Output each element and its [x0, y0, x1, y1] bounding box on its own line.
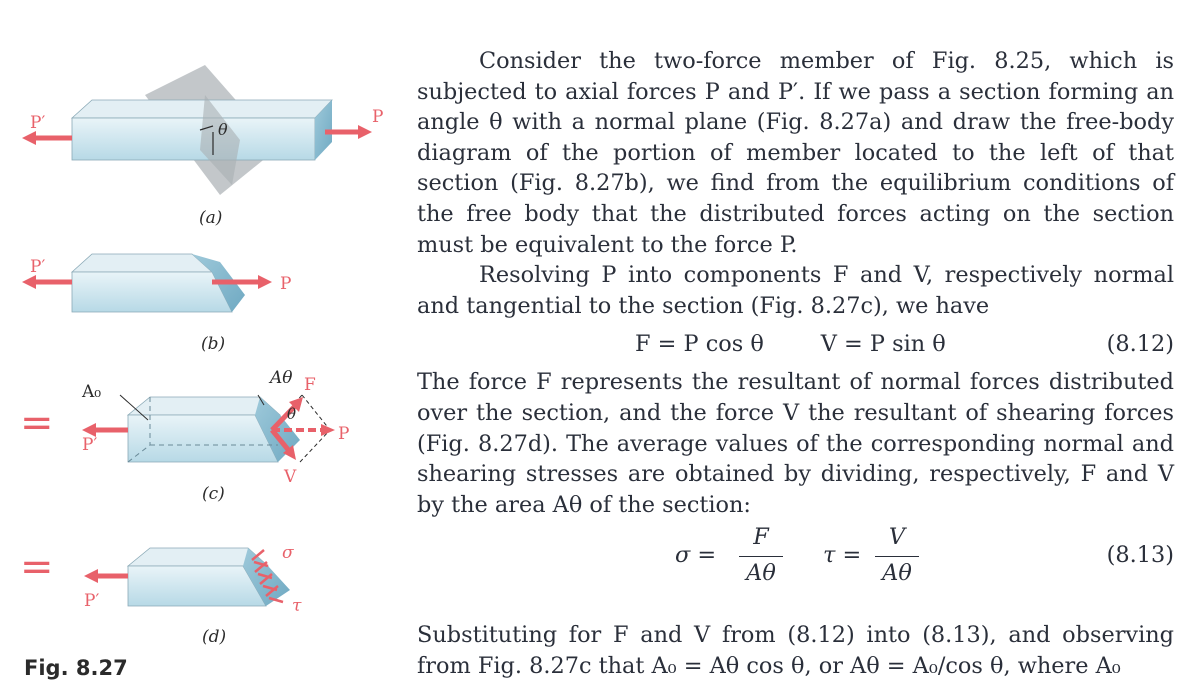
label-a-pprime: P′: [30, 113, 46, 133]
label-b-p: P: [280, 274, 292, 294]
label-b-pprime: P′: [30, 257, 46, 277]
paragraph-1: Consider the two-force member of Fig. 8.25, which is subjected to axial forces P and P′. If we pass a section forming an angle θ with a normal plane (Fig. 8.27a) and draw the free-body diagram of the portion of member located to the left of that section (Fig. 8.27b), we find from the equilibrium conditions of the free body that the distributed forces acting on the section must be equivalent to the force P.: [417, 48, 1174, 258]
label-a-theta: θ: [218, 120, 228, 139]
label-c-p: P: [338, 424, 350, 444]
equation-8-12-number: (8.12): [1106, 331, 1174, 358]
block-b-top: [72, 254, 212, 272]
paragraph-4: Substituting for F and V from (8.12) into (8.13), and observing from Fig. 8.27c that A₀ = Aθ cos θ, or Aθ = A₀/cos θ, where A₀: [417, 622, 1174, 679]
caption-b: (b): [201, 334, 226, 354]
figure-8-27: [0, 0, 400, 699]
figure-part-c: [82, 395, 335, 462]
tau-numerator: V: [888, 524, 906, 551]
caption-a: (a): [199, 208, 223, 228]
label-d-tau: τ: [292, 596, 302, 616]
figure-drawing: [0, 0, 400, 699]
label-c-f: F: [304, 375, 316, 395]
label-a-p: P: [372, 107, 384, 127]
equation-8-13-number: (8.13): [1106, 542, 1174, 569]
equation-8-12-body: F = P cos θ V = P sin θ: [635, 331, 946, 358]
caption-d: (d): [202, 627, 227, 647]
block-c-front: [128, 415, 278, 462]
figure-part-d: [84, 548, 290, 606]
figure-part-b: [22, 254, 272, 312]
sigma-numerator: F: [753, 524, 769, 551]
block-d-front: [128, 566, 266, 606]
equals-sign-c: =: [20, 400, 54, 446]
sigma-fraction-bar: [739, 556, 783, 557]
label-d-sigma: σ: [282, 543, 294, 563]
figure-part-a: [22, 65, 372, 195]
equals-sign-d: =: [20, 544, 54, 590]
label-c-atheta: Aθ: [270, 368, 293, 388]
block-front: [72, 118, 315, 160]
label-c-pprime: P′: [82, 435, 98, 455]
paragraph-2: Resolving P into components F and V, respectively normal and tangential to the section (Fig. 8.27c), we have: [417, 262, 1174, 319]
block-b-front: [72, 272, 232, 312]
label-c-v: V: [284, 467, 297, 487]
label-c-theta: θ: [287, 405, 297, 423]
label-d-pprime: P′: [84, 591, 100, 611]
paragraph-3: The force F represents the resultant of normal forces distributed over the section, and the force V the resultant of shearing forces (Fig. 8.27d). The average values of the corresponding normal and shearing stresses are obtained by dividing, respectively, F and V by the area Aθ of the section:: [417, 369, 1174, 518]
sigma-lhs: σ =: [675, 542, 717, 569]
body-text: [417, 46, 1174, 682]
label-c-a0: A₀: [82, 382, 102, 402]
caption-c: (c): [202, 484, 225, 504]
block-top: [72, 100, 332, 118]
sigma-denominator: Aθ: [746, 560, 776, 587]
figure-caption: Fig. 8.27: [24, 656, 128, 680]
equation-8-12: [417, 321, 1174, 367]
tau-lhs: τ =: [823, 542, 862, 569]
equation-8-13: [417, 520, 1174, 620]
tau-fraction-bar: [875, 556, 919, 557]
tau-denominator: Aθ: [882, 560, 912, 587]
